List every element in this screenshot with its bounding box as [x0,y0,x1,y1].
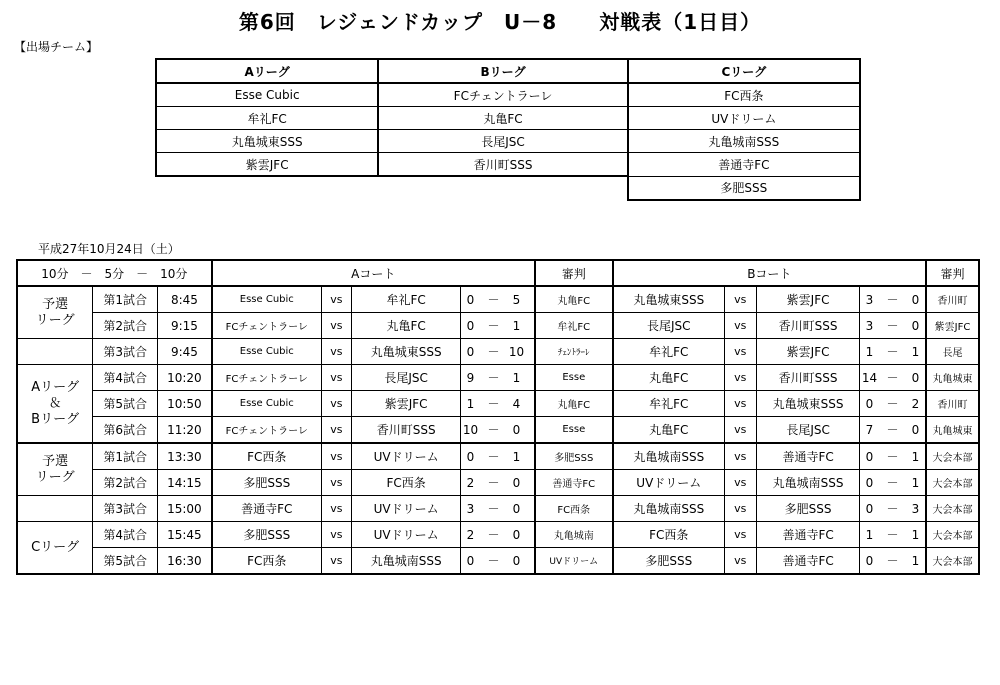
score-home: 0 [865,476,874,490]
score-away: 1 [512,371,521,385]
match-row [17,496,979,522]
court-a-score [461,496,535,522]
court-b-home-team: FC西条 [613,522,725,548]
court-b-referee: 大会本部 [926,443,979,470]
score-dash: － [487,502,500,516]
score-dash: － [487,450,500,464]
league-c-header: Cリーグ [628,59,860,83]
match-row [17,339,979,365]
vs-label: vs [724,443,756,470]
score-home: 3 [865,293,874,307]
court-a-score [461,417,535,444]
court-a-referee: FC西条 [535,496,613,522]
match-number: 第2試合 [93,313,158,339]
time-format-header: 10分 － 5分 － 10分 [17,260,212,286]
vs-label: vs [321,286,351,313]
vs-label: vs [321,470,351,496]
court-b-home-team: 丸亀FC [613,417,725,444]
court-b-away-team: 丸亀城東SSS [756,391,860,417]
court-a-away-team: 香川町SSS [351,417,461,444]
score-home: 7 [865,423,874,437]
score-away: 0 [512,476,521,490]
court-b-referee: 香川町 [926,286,979,313]
vs-label: vs [321,313,351,339]
court-b-away-team: 紫雲JFC [756,286,860,313]
group-label: 予選 リーグ [17,286,93,339]
vs-label: vs [724,548,756,575]
vs-label: vs [321,339,351,365]
vs-label: vs [724,417,756,444]
match-row [17,417,979,444]
team-cell: FCチェントラーレ [378,83,627,107]
vs-label: vs [321,496,351,522]
match-number: 第4試合 [93,522,158,548]
match-row [17,548,979,575]
court-a-away-team: FC西条 [351,470,461,496]
kickoff-time: 9:15 [158,313,212,339]
match-number: 第4試合 [93,365,158,391]
score-home: 0 [466,450,475,464]
vs-label: vs [321,365,351,391]
match-number: 第6試合 [93,417,158,444]
court-a-referee: 多肥SSS [535,443,613,470]
court-b-away-team: 香川町SSS [756,365,860,391]
vs-label: vs [724,365,756,391]
score-away: 0 [911,319,920,333]
court-a-referee: Esse [535,417,613,444]
court-a-referee: 牟礼FC [535,313,613,339]
court-b-home-team: 丸亀城南SSS [613,443,725,470]
score-away: 1 [512,450,521,464]
match-number: 第5試合 [93,548,158,575]
schedule-table [16,259,980,575]
team-cell: UVドリーム [628,107,860,130]
score-away: 5 [512,293,521,307]
court-a-score [461,522,535,548]
kickoff-time: 10:20 [158,365,212,391]
score-home: 0 [865,502,874,516]
court-a-away-team: 丸亀城南SSS [351,548,461,575]
score-away: 1 [911,476,920,490]
match-row [17,522,979,548]
match-number: 第1試合 [93,443,158,470]
court-a-score [461,443,535,470]
score-home: 3 [865,319,874,333]
court-a-away-team: 長尾JSC [351,365,461,391]
score-dash: － [886,450,899,464]
score-dash: － [487,345,500,359]
court-b-score [860,548,926,575]
court-b-referee: 大会本部 [926,496,979,522]
court-b-referee: 長尾 [926,339,979,365]
court-b-score [860,286,926,313]
court-a-home-team: Esse Cubic [212,339,322,365]
score-away: 10 [508,345,525,359]
court-a-home-team: 多肥SSS [212,470,322,496]
court-a-score [461,313,535,339]
court-b-away-team: 紫雲JFC [756,339,860,365]
score-dash: － [487,528,500,542]
score-away: 1 [911,450,920,464]
court-b-score [860,313,926,339]
court-b-home-team: 牟礼FC [613,391,725,417]
court-a-home-team: FC西条 [212,548,322,575]
match-row [17,313,979,339]
vs-label: vs [321,548,351,575]
court-a-referee: 丸亀FC [535,391,613,417]
score-dash: － [487,423,500,437]
score-away: 1 [911,345,920,359]
court-b-away-team: 善通寺FC [756,548,860,575]
court-b-score [860,339,926,365]
match-number: 第3試合 [93,339,158,365]
teams-table [155,58,861,201]
kickoff-time: 11:20 [158,417,212,444]
score-dash: － [886,423,899,437]
court-b-referee: 大会本部 [926,522,979,548]
blank-cell [378,176,627,200]
score-dash: － [487,554,500,568]
court-a-away-team: 丸亀城東SSS [351,339,461,365]
match-number: 第2試合 [93,470,158,496]
score-away: 0 [512,528,521,542]
court-b-away-team: 丸亀城南SSS [756,470,860,496]
score-home: 10 [462,423,479,437]
score-home: 0 [865,450,874,464]
team-cell: 多肥SSS [628,176,860,200]
blank-cell [156,176,378,200]
court-b-referee: 紫雲JFC [926,313,979,339]
court-a-away-team: 紫雲JFC [351,391,461,417]
court-a-score [461,365,535,391]
court-a-referee: UVドリーム [535,548,613,575]
score-home: 2 [466,528,475,542]
league-b-header: Bリーグ [378,59,627,83]
score-home: 0 [865,397,874,411]
kickoff-time: 14:15 [158,470,212,496]
court-b-away-team: 長尾JSC [756,417,860,444]
court-a-away-team: UVドリーム [351,443,461,470]
score-home: 9 [466,371,475,385]
vs-label: vs [724,496,756,522]
court-a-score [461,286,535,313]
court-a-away-team: UVドリーム [351,496,461,522]
score-home: 0 [865,554,874,568]
score-dash: － [487,371,500,385]
court-b-score [860,496,926,522]
court-a-home-team: Esse Cubic [212,391,322,417]
kickoff-time: 15:00 [158,496,212,522]
vs-label: vs [321,417,351,444]
score-away: 0 [512,423,521,437]
court-b-home-team: 牟礼FC [613,339,725,365]
team-cell: 丸亀FC [378,107,627,130]
score-dash: － [886,476,899,490]
score-away: 3 [911,502,920,516]
kickoff-time: 16:30 [158,548,212,575]
score-dash: － [886,502,899,516]
vs-label: vs [321,443,351,470]
score-home: 0 [466,554,475,568]
league-a-header: Aリーグ [156,59,378,83]
score-home: 3 [466,502,475,516]
team-cell: 牟礼FC [156,107,378,130]
group-spacer [17,339,93,365]
court-b-referee: 香川町 [926,391,979,417]
court-a-referee: 丸亀FC [535,286,613,313]
score-away: 0 [911,293,920,307]
vs-label: vs [724,391,756,417]
kickoff-time: 8:45 [158,286,212,313]
court-b-referee: 丸亀城東 [926,365,979,391]
score-dash: － [886,528,899,542]
team-cell: 長尾JSC [378,130,627,153]
score-home: 1 [466,397,475,411]
score-away: 0 [512,554,521,568]
vs-label: vs [724,286,756,313]
vs-label: vs [321,391,351,417]
kickoff-time: 9:45 [158,339,212,365]
court-a-header: Aコート [212,260,535,286]
court-a-home-team: FCチェントラーレ [212,417,322,444]
team-cell: 丸亀城南SSS [628,130,860,153]
team-cell: 香川町SSS [378,153,627,177]
court-a-away-team: UVドリーム [351,522,461,548]
court-a-referee: 丸亀城南 [535,522,613,548]
score-away: 2 [911,397,920,411]
court-b-referee: 大会本部 [926,548,979,575]
score-home: 1 [865,528,874,542]
team-cell: FC西条 [628,83,860,107]
court-b-referee: 大会本部 [926,470,979,496]
court-b-away-team: 善通寺FC [756,443,860,470]
court-b-home-team: 丸亀城東SSS [613,286,725,313]
team-cell: 紫雲JFC [156,153,378,177]
match-row [17,365,979,391]
score-dash: － [487,397,500,411]
match-row [17,443,979,470]
group-label: Cリーグ [17,522,93,575]
court-a-referee: ﾁｪﾝﾄﾗｰﾚ [535,339,613,365]
court-b-score [860,470,926,496]
kickoff-time: 13:30 [158,443,212,470]
court-a-home-team: FCチェントラーレ [212,365,322,391]
score-away: 0 [911,423,920,437]
court-b-away-team: 香川町SSS [756,313,860,339]
court-b-header: Bコート [613,260,926,286]
court-a-referee: 善通寺FC [535,470,613,496]
referee-header-b: 審判 [926,260,979,286]
team-cell: 丸亀城東SSS [156,130,378,153]
score-dash: － [487,319,500,333]
score-away: 0 [512,502,521,516]
court-b-home-team: 多肥SSS [613,548,725,575]
score-home: 0 [466,345,475,359]
score-home: 14 [861,371,878,385]
court-a-home-team: 善通寺FC [212,496,322,522]
court-a-score [461,339,535,365]
match-date: 平成27年10月24日（土） [38,242,180,256]
court-b-referee: 丸亀城東 [926,417,979,444]
score-dash: － [886,554,899,568]
court-b-score [860,391,926,417]
score-home: 0 [466,293,475,307]
score-dash: － [487,293,500,307]
court-a-score [461,470,535,496]
match-row [17,470,979,496]
page-title: 第6回 レジェンドカップ U－8 対戦表（1日目） [238,10,762,34]
match-number: 第5試合 [93,391,158,417]
court-b-home-team: 丸亀城南SSS [613,496,725,522]
kickoff-time: 15:45 [158,522,212,548]
court-b-score [860,522,926,548]
court-a-referee: Esse [535,365,613,391]
score-home: 2 [466,476,475,490]
vs-label: vs [724,313,756,339]
court-a-home-team: 多肥SSS [212,522,322,548]
score-dash: － [886,397,899,411]
vs-label: vs [724,522,756,548]
score-home: 1 [865,345,874,359]
score-dash: － [886,319,899,333]
vs-label: vs [724,470,756,496]
court-a-score [461,391,535,417]
score-dash: － [886,293,899,307]
court-b-away-team: 善通寺FC [756,522,860,548]
vs-label: vs [321,522,351,548]
match-number: 第1試合 [93,286,158,313]
group-label: Aリーグ ＆ Bリーグ [17,365,93,444]
court-b-home-team: UVドリーム [613,470,725,496]
court-a-home-team: Esse Cubic [212,286,322,313]
referee-header-a: 審判 [535,260,613,286]
vs-label: vs [724,339,756,365]
teams-label: 【出場チーム】 [14,40,99,54]
court-a-away-team: 丸亀FC [351,313,461,339]
kickoff-time: 10:50 [158,391,212,417]
group-spacer [17,496,93,522]
score-dash: － [886,371,899,385]
court-a-home-team: FC西条 [212,443,322,470]
score-dash: － [886,345,899,359]
team-cell: Esse Cubic [156,83,378,107]
match-number: 第3試合 [93,496,158,522]
court-b-score [860,365,926,391]
score-away: 1 [911,528,920,542]
court-a-home-team: FCチェントラーレ [212,313,322,339]
score-home: 0 [466,319,475,333]
court-b-home-team: 長尾JSC [613,313,725,339]
score-away: 1 [512,319,521,333]
score-away: 1 [911,554,920,568]
match-row [17,286,979,313]
court-b-score [860,443,926,470]
court-a-score [461,548,535,575]
team-cell: 善通寺FC [628,153,860,177]
match-row [17,391,979,417]
score-away: 4 [512,397,521,411]
court-b-away-team: 多肥SSS [756,496,860,522]
court-b-home-team: 丸亀FC [613,365,725,391]
score-away: 0 [911,371,920,385]
court-b-score [860,417,926,444]
score-dash: － [487,476,500,490]
group-label: 予選 リーグ [17,443,93,496]
court-a-away-team: 牟礼FC [351,286,461,313]
